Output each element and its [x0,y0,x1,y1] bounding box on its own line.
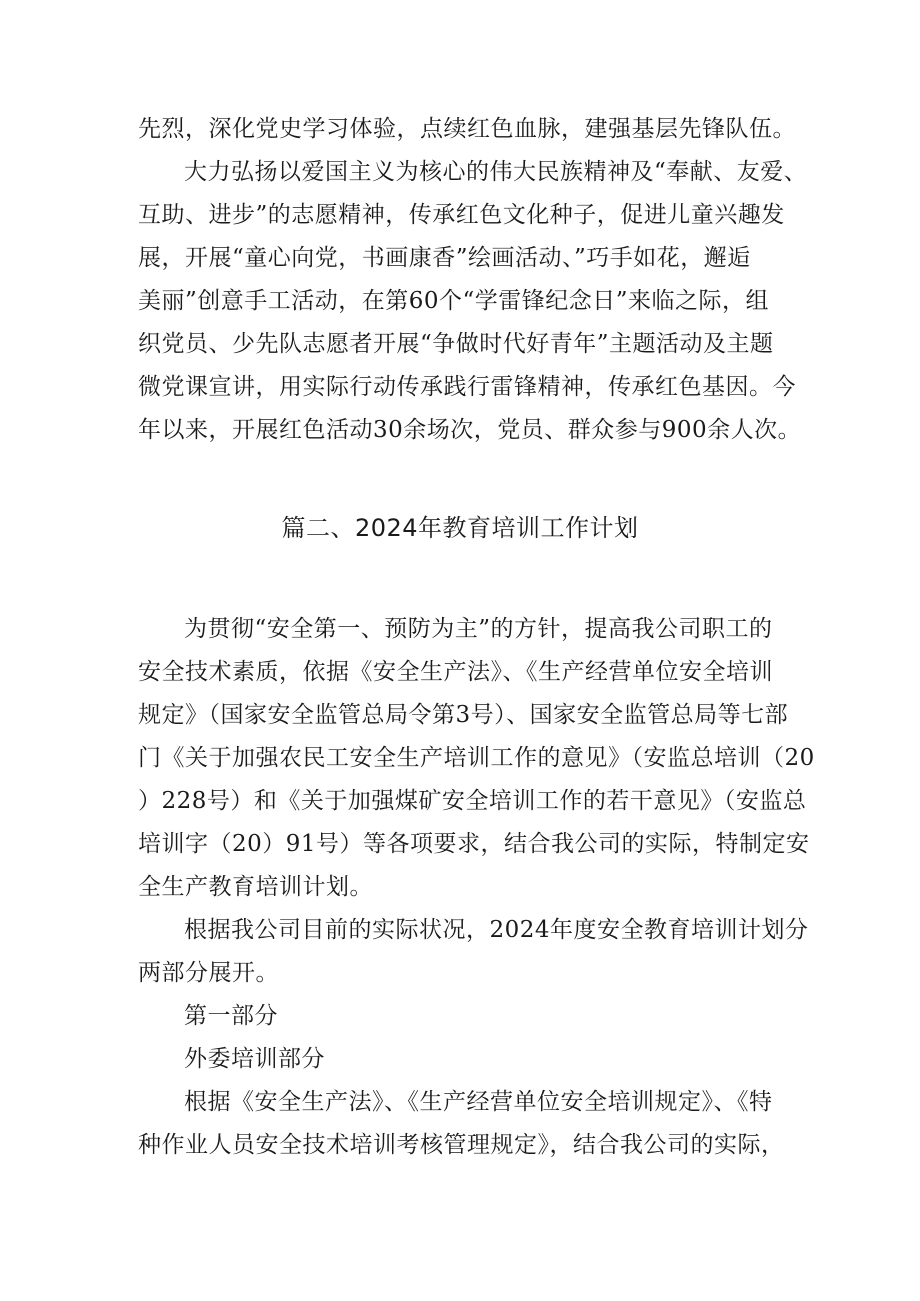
paragraph-group-1 [138,108,808,452]
text-line: 微党课宣讲，用实际行动传承践行雷锋精神，传承红色基因。今 [138,374,796,400]
text-line: 互助、进步”的志愿精神，传承红色文化种子，促进儿童兴趣发 [138,202,785,228]
text-line: 织党员、少先队志愿者开展“争做时代好青年”主题活动及主题 [138,331,774,357]
text-line: 美丽”创意手工活动，在第60个“学雷锋纪念日”来临之际，组 [138,288,770,314]
text-line: ）228号）和《关于加强煤矿安全培训工作的若干意见》（安监总 [138,788,807,814]
paragraph-group-2 [138,608,815,1167]
text-line: 根据我公司目前的实际状况，2024年度安全教育培训计划分 [184,917,809,943]
text-line: 为贯彻“安全第一、预防为主”的方针，提高我公司职工的 [184,616,773,642]
text-line: 种作业人员安全技术培训考核管理规定》，结合我公司的实际， [138,1132,785,1158]
text-line: 根据《安全生产法》、《生产经营单位安全培训规定》、《特 [184,1089,773,1115]
text-line: 两部分展开。 [138,960,279,986]
text-line: 规定》（国家安全监管总局令第3号）、国家安全监管总局等七部 [138,702,789,728]
text-line: 先烈，深化党史学习体验，点续红色血脉，建强基层先锋队伍。 [138,116,796,142]
text-line: 培训字（20）91号）等各项要求，结合我公司的实际，特制定安 [138,831,810,857]
text-line: 第一部分 [184,1003,278,1029]
text-line: 展，开展“童心向党，书画康香”绘画活动、”巧手如花，邂逅 [138,245,751,271]
text-line: 外委培训部分 [184,1046,325,1072]
section-title: 篇二、2024年教育培训工作计划 [281,514,639,542]
text-line: 年以来，开展红色活动30余场次，党员、群众参与900余人次。 [138,417,802,443]
text-line: 门《关于加强农民工安全生产培训工作的意见》（安监总培训（20 [138,745,815,771]
text-line: 大力弘扬以爱国主义为核心的伟大民族精神及“奉献、友爱、 [184,159,808,185]
text-line: 安全技术素质，依据《安全生产法》、《生产经营单位安全培训 [138,659,773,685]
text-line: 全生产教育培训计划。 [138,874,373,900]
